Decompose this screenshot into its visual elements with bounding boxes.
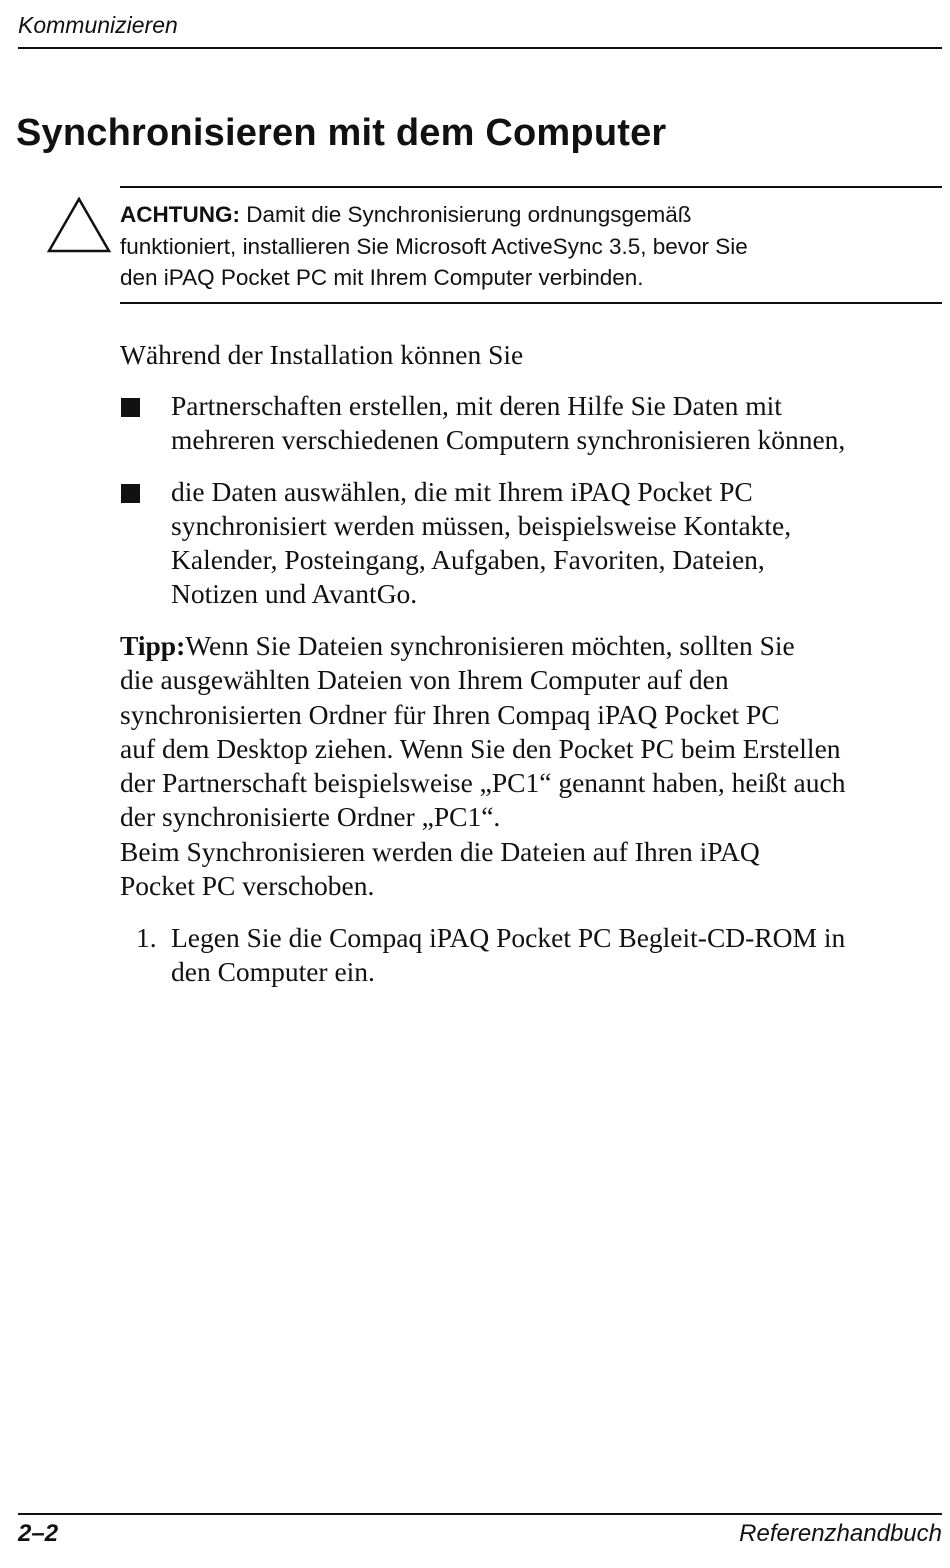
header-rule [18,47,942,49]
list-item: Partnerschaften erstellen, mit deren Hilfe Sie Daten mit mehreren verschiedenen Computern synchronisieren können, [118,389,943,458]
caution-bottom-rule [120,302,942,304]
page-number: 2–2 [18,1520,59,1547]
caution-line-2: funktioniert, installieren Sie Microsoft ActiveSync 3.5, bevor Sie [120,233,748,259]
bullet-square-icon [121,398,140,417]
running-header: Kommunizieren [18,12,178,38]
step-list [120,921,945,990]
footer-rule [18,1513,942,1515]
page-title: Synchronisieren mit dem Computer [16,112,667,154]
caution-line-1: ACHTUNG: Damit die Synchronisierung ordnungsgemäß [120,202,692,227]
caution-label: ACHTUNG: [120,202,240,227]
caution-line-3: den iPAQ Pocket PC mit Ihrem Computer verbinden. [120,265,644,290]
caution-top-rule [120,186,942,188]
tip-paragraph: Tipp:Wenn Sie Dateien synchronisieren möchten, sollten Sie die ausgewählten Dateien von Ihrem Computer auf den synchronisierten Ordner für Ihren Compaq iPAQ Pocket PC auf dem Desktop ziehen. Wenn Sie den Pocket PC beim Erstellen der Partnerschaft beispielsweise „PC1“ genannt haben, heißt auch der synchronisierte Ordner „PC1“. Beim Synchronisieren werden die Dateien auf Ihren iPAQ Pocket PC verschoben. [120,630,846,902]
bullet-list [118,389,943,629]
list-item: die Daten auswählen, die mit Ihrem iPAQ Pocket PC synchronisiert werden müssen, beispielsweise Kontakte, Kalender, Posteingang, Aufgaben, Favoriten, Dateien, Notizen und AvantGo. [118,475,943,612]
step-number: 1. [136,922,157,953]
warning-triangle-icon [46,196,112,254]
book-title: Referenzhandbuch [739,1520,942,1547]
tip-label: Tipp: [120,630,186,661]
caution-note [120,199,920,294]
bullet-square-icon [121,484,140,503]
step-item: 1. Legen Sie die Compaq iPAQ Pocket PC Begleit-CD-ROM in den Computer ein. [136,922,846,988]
intro-paragraph: Während der Installation können Sie [120,339,524,370]
